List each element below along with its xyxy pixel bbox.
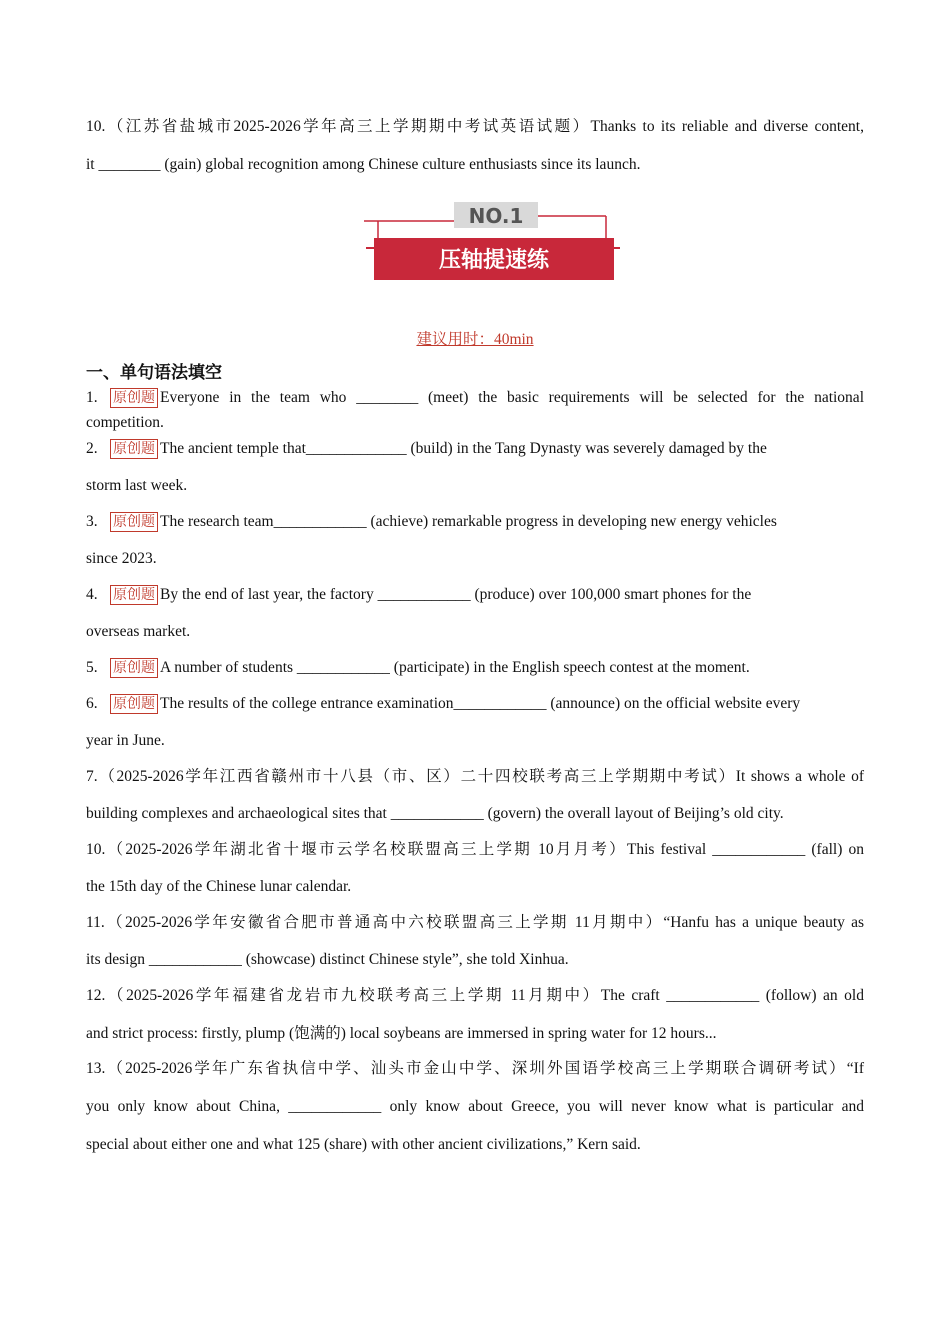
question-12-line-2: and strict process: firstly, plump (饱满的) local soybeans are immersed in spring water for 12 hours... xyxy=(86,1025,717,1042)
question-text: The ancient temple that_____________ (build) in the Tang Dynasty was severely damaged by the xyxy=(160,440,767,457)
question-7-line-2: building complexes and archaeological sites that ____________ (govern) the overall layout of Beijing’s old city. xyxy=(86,805,784,822)
question-number: 5. xyxy=(86,659,98,676)
original-tag: 原创题 xyxy=(110,512,158,532)
question-3-line-1 xyxy=(86,512,864,532)
intro-line-2: it ________ (gain) global recognition among Chinese culture enthusiasts since its launch. xyxy=(86,156,641,173)
question-13-line-2: you only know about China, ____________ only know about Greece, you will never know what is particular and xyxy=(86,1098,864,1115)
question-text: Everyone in the team who ________ (meet) the basic requirements will be selected for the national xyxy=(160,389,864,406)
question-1-line-2: competition. xyxy=(86,414,164,431)
question-10-line-2: the 15th day of the Chinese lunar calendar. xyxy=(86,878,352,895)
question-6-line-1 xyxy=(86,694,864,714)
original-tag: 原创题 xyxy=(110,694,158,714)
question-11-line-2: its design ____________ (showcase) distinct Chinese style”, she told Xinhua. xyxy=(86,951,569,968)
question-11-line-1: 11.（2025-2026学年安徽省合肥市普通高中六校联盟高三上学期 11月期中）“Hanfu has a unique beauty as xyxy=(86,914,864,931)
question-12-line-1: 12.（2025-2026学年福建省龙岩市九校联考高三上学期 11月期中）The craft ____________ (follow) an old xyxy=(86,987,864,1004)
banner-main-label: 压轴提速练 xyxy=(438,248,550,273)
section-banner xyxy=(364,200,620,284)
question-number: 4. xyxy=(86,586,98,603)
question-13-line-3: special about either one and what 125 (share) with other ancient civilizations,” Kern said. xyxy=(86,1136,641,1153)
question-number: 1. xyxy=(86,389,98,406)
question-1-line-1 xyxy=(86,388,864,408)
question-3-line-2: since 2023. xyxy=(86,550,157,567)
original-tag: 原创题 xyxy=(110,388,158,408)
question-text: By the end of last year, the factory ____________ (produce) over 100,000 smart phones for the xyxy=(160,586,752,603)
question-text: The research team____________ (achieve) remarkable progress in developing new energy vehicles xyxy=(160,513,777,530)
suggested-time: 建议用时：40min xyxy=(416,331,534,348)
question-13-line-1: 13.（2025-2026学年广东省执信中学、汕头市金山中学、深圳外国语学校高三上学期联合调研考试）“If xyxy=(86,1060,864,1077)
question-4-line-1 xyxy=(86,585,864,605)
original-tag: 原创题 xyxy=(110,585,158,605)
original-tag: 原创题 xyxy=(110,439,158,459)
question-5-line-1 xyxy=(86,658,864,678)
question-text: The results of the college entrance examination____________ (announce) on the official website every xyxy=(160,695,801,712)
question-7-line-1: 7.（2025-2026学年江西省赣州市十八县（市、区）二十四校联考高三上学期期中考试）It shows a whole of xyxy=(86,768,864,785)
section-title: 一、单句语法填空 xyxy=(86,363,222,383)
intro-line-1: 10.（江苏省盐城市2025-2026学年高三上学期期中考试英语试题）Thanks to its reliable and diverse content, xyxy=(86,118,864,135)
question-2-line-2: storm last week. xyxy=(86,477,188,494)
question-text: A number of students ____________ (participate) in the English speech contest at the moment. xyxy=(160,659,750,676)
banner-top-label: NO.1 xyxy=(468,204,524,228)
original-tag: 原创题 xyxy=(110,658,158,678)
question-4-line-2: overseas market. xyxy=(86,623,191,640)
question-number: 3. xyxy=(86,513,98,530)
question-2-line-1 xyxy=(86,439,864,459)
question-number: 6. xyxy=(86,695,98,712)
question-6-line-2: year in June. xyxy=(86,732,165,749)
question-10-line-1: 10.（2025-2026学年湖北省十堰市云学名校联盟高三上学期 10月月考）This festival ____________ (fall) on xyxy=(86,841,864,858)
question-number: 2. xyxy=(86,440,98,457)
